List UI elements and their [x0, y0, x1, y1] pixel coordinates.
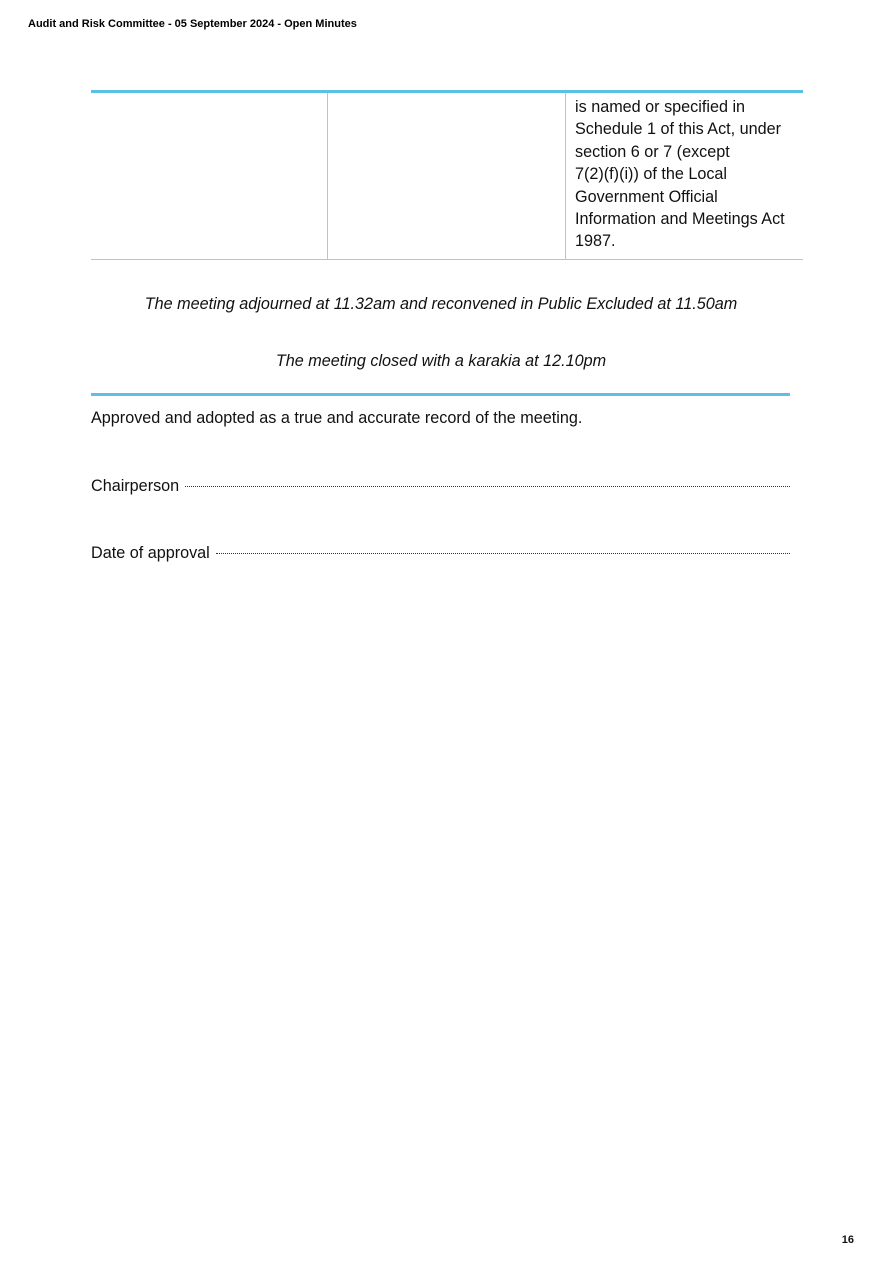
table-cell-line: Government Official	[575, 187, 718, 206]
table-cell-line: 1987.	[575, 232, 616, 251]
date-of-approval-label: Date of approval	[91, 544, 210, 562]
table-cell-line: is named or specified in	[575, 98, 746, 116]
chairperson-signature-line	[91, 477, 790, 496]
table-cell-line: 7(2)(f)(i)) of the Local	[575, 165, 728, 184]
dotted-line	[216, 552, 790, 554]
table-cell-line: section 6 or 7 (except	[575, 142, 730, 161]
table-cell-line: Schedule 1 of this Act, under	[575, 120, 782, 139]
dotted-line	[185, 485, 790, 487]
table-cell-line: Information and Meetings Act	[575, 210, 785, 229]
table-cell-2	[328, 93, 566, 259]
date-of-approval-line	[91, 544, 790, 563]
approval-statement: Approved and adopted as a true and accurate record of the meeting.	[91, 409, 583, 427]
table-cell-1	[91, 93, 328, 259]
closed-note: The meeting closed with a karakia at 12.10pm	[275, 352, 607, 370]
chairperson-label: Chairperson	[91, 477, 180, 495]
page-number: 16	[841, 1234, 854, 1246]
divider	[91, 393, 790, 396]
resolution-table	[91, 90, 803, 260]
adjourned-note: The meeting adjourned at 11.32am and reconvened in Public Excluded at 11.50am	[144, 295, 738, 313]
document-header: Audit and Risk Committee - 05 September 2024 - Open Minutes	[28, 18, 357, 30]
table-cell-3	[566, 93, 803, 259]
